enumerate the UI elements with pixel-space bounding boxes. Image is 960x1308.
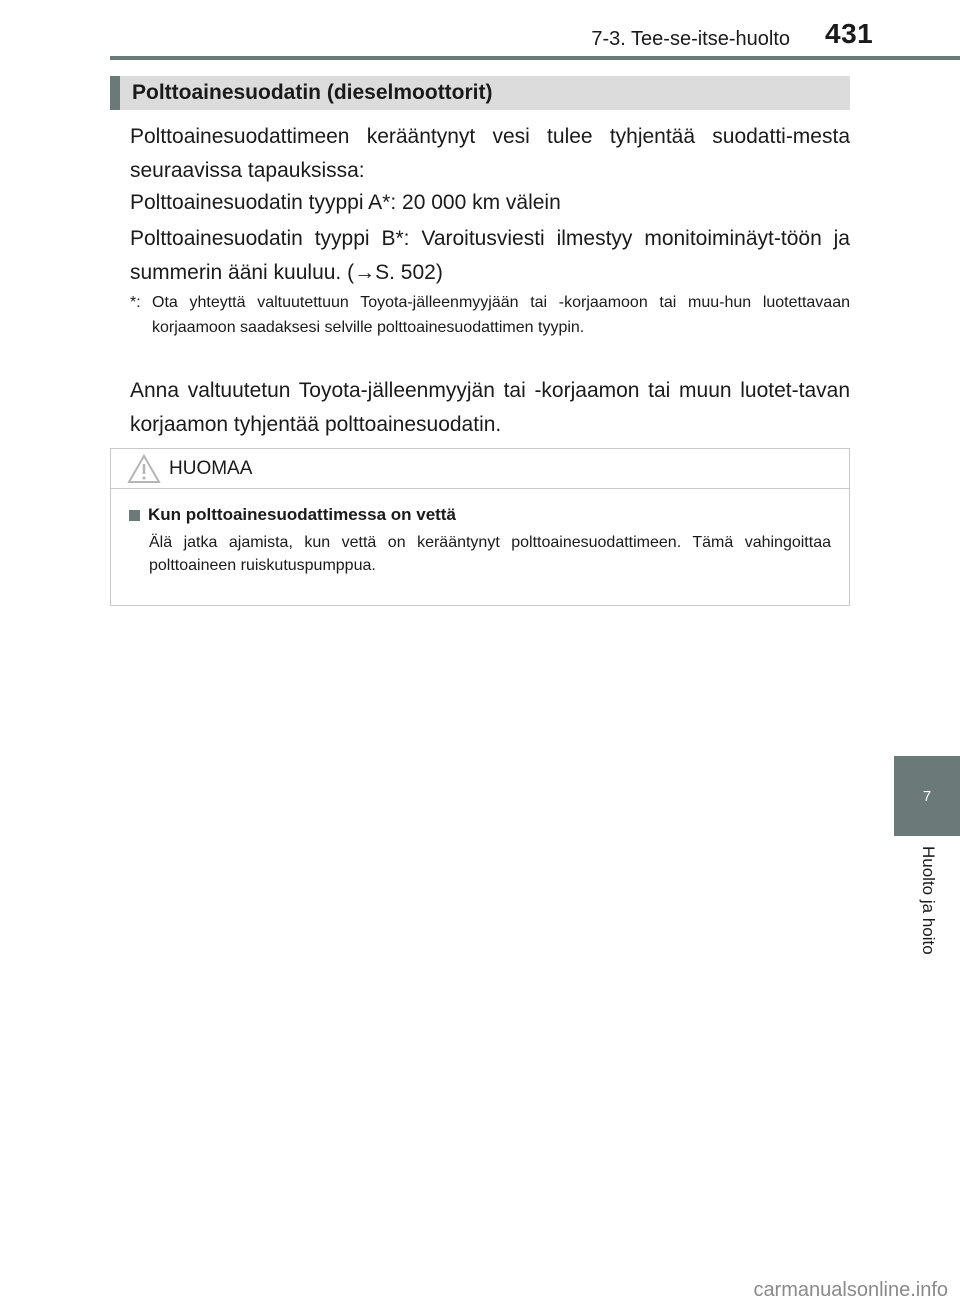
footnote-mark: *: <box>130 294 141 311</box>
footnote-text: Ota yhteyttä valtuutettuun Toyota-jälleenmyyjään tai -korjaamoon tai muu-hun luotettavaan korjaamoon saadaksesi selville polttoainesuodattimen tyypin. <box>152 294 850 336</box>
paragraph-instruction: Anna valtuutetun Toyota-jälleenmyyjän tai -korjaamon tai muun luotet-tavan korjaamon tyhjentää polttoainesuodatin. <box>130 379 850 436</box>
running-header: 7-3. Tee-se-itse-huolto <box>591 28 790 50</box>
paragraph-intro: Polttoainesuodattimeen kerääntynyt vesi tulee tyhjentää suodatti-mesta seuraavissa tapauksissa: <box>130 125 850 182</box>
heading-accent-bar <box>110 76 120 110</box>
notice-title: HUOMAA <box>169 457 253 479</box>
notice-header <box>111 449 849 489</box>
section-heading-text: Polttoainesuodatin (dieselmoottorit) <box>132 81 493 104</box>
warning-triangle-icon <box>127 454 161 484</box>
header-divider <box>110 56 960 60</box>
notice-body <box>111 489 849 577</box>
chapter-title: Huolto ja hoito <box>919 846 938 955</box>
footnote <box>130 290 850 340</box>
watermark: carmanualsonline.info <box>753 1279 948 1301</box>
square-bullet-icon <box>129 510 140 521</box>
notice-subheading-text: Kun polttoainesuodattimessa on vettä <box>148 505 456 524</box>
notice-text: Älä jatka ajamista, kun vettä on kerääntynyt polttoainesuodattimeen. Tämä vahingoittaa polttoaineen ruiskutuspumppua. <box>149 534 831 574</box>
paragraph-type-a: Polttoainesuodatin tyyppi A*: 20 000 km välein <box>130 191 561 214</box>
paragraph-type-b: Polttoainesuodatin tyyppi B*: Varoitusviesti ilmestyy monitoiminäyt-töön ja summerin ääni kuuluu. (→S. 502) <box>130 227 850 284</box>
section-heading <box>110 76 850 110</box>
page-number: 431 <box>825 18 874 49</box>
notice-box <box>110 448 850 606</box>
chapter-tab: 7 <box>894 756 960 836</box>
notice-subheading <box>129 505 831 525</box>
